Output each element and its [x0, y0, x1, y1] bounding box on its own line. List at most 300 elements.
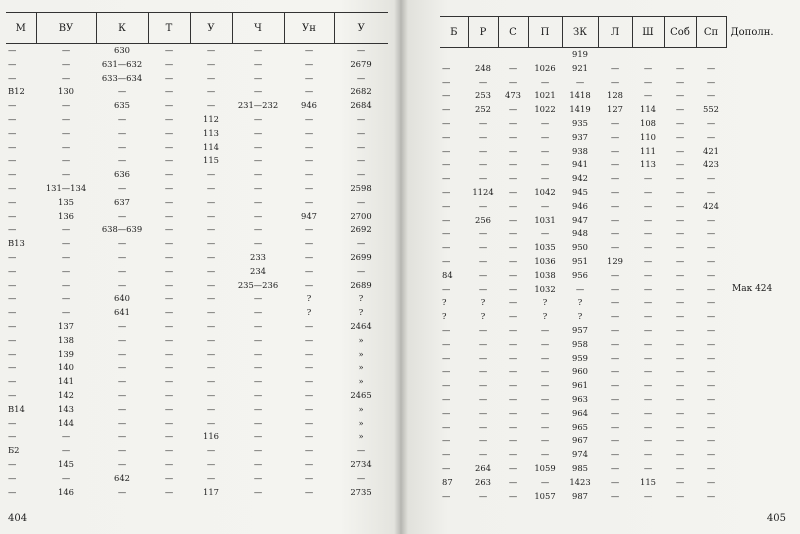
right-table-cell: 113	[640, 159, 656, 170]
left-table-cell: 641	[114, 307, 130, 318]
left-table-cell: 2699	[350, 251, 372, 262]
left-table-cell: —	[356, 45, 366, 55]
right-table-cell: —	[508, 173, 518, 184]
left-table-cell: 115	[203, 155, 219, 166]
right-table-cell: —	[610, 145, 620, 156]
left-table-cell: —	[206, 472, 216, 483]
left-table-cell: —	[164, 389, 174, 400]
left-table-row	[6, 113, 388, 127]
left-table-cell: —	[117, 362, 127, 373]
right-table-cell: 115	[640, 476, 656, 487]
left-table-cell: —	[206, 307, 216, 318]
left-table-cell: —	[61, 472, 71, 483]
right-table-cell: —	[706, 117, 716, 128]
right-table	[440, 16, 790, 503]
right-table-cell: —	[442, 352, 451, 363]
right-table-cell: —	[478, 393, 488, 404]
right-table-cell: —	[675, 159, 685, 170]
left-table-cell: —	[61, 293, 71, 304]
right-table-cell: 947	[572, 214, 588, 225]
left-table-cell: —	[304, 472, 314, 483]
right-table-cell: —	[442, 462, 451, 473]
right-table-cell: —	[610, 173, 620, 184]
left-table-cell: 143	[58, 403, 74, 414]
right-table-cell: —	[706, 324, 716, 335]
right-table-row	[440, 76, 790, 90]
left-table-cell: —	[304, 376, 314, 387]
left-table-cell: —	[164, 445, 174, 456]
left-column-header: Т	[148, 13, 190, 44]
right-table-cell: —	[675, 297, 685, 308]
left-table-cell: —	[356, 472, 366, 483]
left-table-cell: 638—639	[101, 224, 143, 235]
left-table-cell: —	[61, 251, 71, 262]
right-table-cell: —	[675, 214, 685, 225]
right-table-cell	[726, 462, 790, 476]
right-table-cell: 421	[703, 145, 719, 156]
left-table-cell: —	[356, 127, 366, 138]
right-table-cell: —	[643, 62, 653, 73]
left-table-cell: —	[253, 86, 263, 97]
left-table-cell: —	[8, 486, 17, 497]
left-table-cell: —	[61, 45, 71, 55]
right-table-cell: —	[675, 393, 685, 404]
left-table-cell: —	[8, 45, 17, 55]
left-table-cell: —	[164, 224, 174, 235]
right-table-cell	[726, 365, 790, 379]
right-table-cell: —	[508, 228, 518, 239]
right-table-cell: 1059	[534, 462, 556, 473]
right-table-cell: ?	[480, 311, 486, 322]
left-table-cell: —	[61, 431, 71, 442]
left-table-cell: —	[253, 155, 263, 166]
right-table-cell	[726, 476, 790, 490]
left-table-cell: —	[8, 155, 17, 166]
right-table-cell	[726, 227, 790, 241]
right-table-cell	[726, 407, 790, 421]
right-table-cell: —	[643, 380, 653, 391]
left-table-cell: 630	[114, 45, 130, 55]
left-table-cell: —	[164, 113, 174, 124]
right-table-cell: 948	[572, 228, 588, 239]
right-table-cell: 937	[572, 131, 588, 142]
left-table-cell: —	[253, 141, 263, 152]
right-table-row	[440, 310, 790, 324]
left-table-cell: —	[304, 72, 314, 83]
right-table-cell: —	[675, 311, 685, 322]
left-table-cell: —	[253, 224, 263, 235]
left-table-cell: —	[356, 265, 366, 276]
right-table-cell	[726, 310, 790, 324]
left-table-cell: —	[164, 265, 174, 276]
right-table-row	[440, 103, 790, 117]
right-table-cell: —	[706, 283, 716, 294]
right-table-cell: 1026	[534, 62, 556, 73]
right-table-cell: —	[508, 490, 518, 501]
left-table-cell: —	[304, 348, 314, 359]
right-table-cell: ?	[577, 297, 583, 308]
right-table-cell: —	[675, 283, 685, 294]
left-table-cell: —	[206, 265, 216, 276]
left-table-cell: —	[164, 348, 174, 359]
left-table-row	[6, 292, 388, 306]
left-table-cell: —	[304, 86, 314, 97]
right-table-cell: —	[610, 462, 620, 473]
right-table-cell: —	[575, 76, 585, 87]
left-table-cell: —	[8, 417, 17, 428]
left-table-cell: —	[8, 334, 17, 345]
right-table-cell: —	[675, 449, 685, 460]
right-table-cell: —	[675, 76, 685, 87]
left-table-cell: —	[304, 169, 314, 180]
right-table-cell	[726, 324, 790, 338]
left-table-cell: —	[253, 169, 263, 180]
right-table-cell: —	[610, 435, 620, 446]
left-table-cell: 131—134	[45, 182, 87, 193]
left-table-cell: —	[253, 210, 263, 221]
left-table-cell: —	[206, 458, 216, 469]
left-table-cell: —	[8, 389, 17, 400]
left-table-cell: —	[253, 196, 263, 207]
right-table-cell: —	[508, 449, 518, 460]
left-table-cell: —	[61, 127, 71, 138]
left-table-body	[6, 44, 388, 500]
left-table-cell: —	[253, 348, 263, 359]
left-table-cell: —	[253, 458, 263, 469]
right-table-cell: —	[675, 352, 685, 363]
right-table-cell: —	[610, 242, 620, 253]
right-table-cell: —	[478, 269, 488, 280]
right-table-cell: —	[706, 228, 716, 239]
right-table-cell: 129	[607, 255, 623, 266]
left-table-cell: —	[61, 279, 71, 290]
right-table-cell: —	[442, 380, 451, 391]
left-table-row	[6, 334, 388, 348]
right-table-cell: 957	[572, 324, 588, 335]
right-table-cell: —	[610, 366, 620, 377]
right-table-cell	[696, 48, 726, 62]
right-table-cell: 264	[475, 462, 491, 473]
right-table-cell: —	[675, 476, 685, 487]
right-table-cell: —	[643, 462, 653, 473]
right-table-cell: —	[508, 324, 518, 335]
right-table-cell	[726, 186, 790, 200]
right-table-cell	[726, 255, 790, 269]
left-table-row	[6, 237, 388, 251]
right-table-cell: —	[706, 269, 716, 280]
right-table-cell: —	[442, 490, 451, 501]
right-table-cell: —	[442, 76, 451, 87]
right-table-cell: —	[508, 421, 518, 432]
left-table-cell: 144	[58, 417, 74, 428]
right-table-row	[440, 296, 790, 310]
right-table-cell: —	[508, 366, 518, 377]
left-table-cell: —	[253, 320, 263, 331]
left-table-cell: 112	[203, 113, 219, 124]
right-table-cell: —	[706, 186, 716, 197]
left-table-cell: 635	[114, 100, 130, 111]
right-table-cell	[726, 145, 790, 159]
right-table-cell: —	[540, 338, 550, 349]
right-table-cell: 946	[572, 200, 588, 211]
right-table-cell: —	[478, 490, 488, 501]
right-table-cell: —	[442, 117, 451, 128]
left-table-cell: —	[61, 100, 71, 111]
right-table-cell: 987	[572, 490, 588, 501]
right-table-cell: —	[643, 173, 653, 184]
left-table-row	[6, 127, 388, 141]
right-table-cell: —	[643, 311, 653, 322]
left-table-cell: —	[117, 348, 127, 359]
left-table-cell: 2464	[350, 320, 372, 331]
left-table-cell: Б2	[8, 445, 20, 456]
left-table-cell: —	[117, 458, 127, 469]
right-table-cell: —	[478, 255, 488, 266]
left-table-cell: —	[164, 155, 174, 166]
right-table-cell: —	[478, 228, 488, 239]
right-table-cell: —	[675, 324, 685, 335]
left-table-cell: 135	[58, 196, 74, 207]
left-table-cell: 2735	[350, 486, 372, 497]
right-table-cell: —	[643, 186, 653, 197]
right-table-cell	[726, 214, 790, 228]
left-table-cell: 142	[58, 389, 74, 400]
left-table-cell: 116	[203, 431, 219, 442]
right-table-cell: 1423	[569, 476, 591, 487]
right-table-cell: —	[610, 76, 620, 87]
right-table-cell: —	[442, 393, 451, 404]
left-table-cell: —	[8, 307, 17, 318]
left-table-cell: —	[8, 265, 17, 276]
left-table-cell: B14	[8, 403, 25, 414]
right-table-cell: —	[706, 255, 716, 266]
right-table-cell: —	[442, 62, 451, 73]
right-table-row	[440, 421, 790, 435]
left-table-cell: —	[164, 238, 174, 249]
right-table-cell: —	[508, 242, 518, 253]
right-table-cell: —	[442, 186, 451, 197]
left-table-cell: —	[206, 210, 216, 221]
right-table-cell: —	[706, 490, 716, 501]
left-table-cell: —	[61, 72, 71, 83]
right-table-cell: —	[478, 421, 488, 432]
right-table-cell: 252	[475, 104, 491, 115]
right-table-cell: —	[675, 338, 685, 349]
left-table-cell: »	[358, 417, 364, 428]
right-table-cell: ?	[442, 297, 447, 308]
left-column-header: Ч	[232, 13, 284, 44]
left-table-cell: —	[206, 196, 216, 207]
right-table-header	[440, 17, 790, 48]
left-table-row	[6, 85, 388, 99]
left-table-cell: —	[61, 238, 71, 249]
left-table-cell: —	[8, 458, 17, 469]
right-table-cell: —	[610, 421, 620, 432]
right-table-cell: —	[478, 159, 488, 170]
left-table-cell: —	[61, 224, 71, 235]
right-table-cell: 945	[572, 186, 588, 197]
left-table-cell: 2684	[350, 100, 372, 111]
left-table-cell: —	[253, 389, 263, 400]
right-table-cell: 248	[475, 62, 491, 73]
right-table-cell: —	[675, 435, 685, 446]
left-table-cell: —	[253, 486, 263, 497]
left-table-cell: —	[164, 307, 174, 318]
left-table-cell: —	[206, 417, 216, 428]
right-table-row	[440, 324, 790, 338]
right-table-cell	[726, 117, 790, 131]
left-table-cell: —	[356, 72, 366, 83]
right-table-cell: —	[540, 131, 550, 142]
left-table-cell: —	[206, 58, 216, 69]
left-table-cell: 140	[58, 362, 74, 373]
right-table-cell	[726, 338, 790, 352]
left-table-cell: —	[304, 238, 314, 249]
right-table-row	[440, 269, 790, 283]
left-table-cell: —	[8, 169, 17, 180]
right-table-row	[440, 214, 790, 228]
right-table-cell: —	[508, 269, 518, 280]
right-table-cell: —	[643, 407, 653, 418]
right-table-cell: —	[643, 393, 653, 404]
right-table-cell: —	[675, 186, 685, 197]
right-table-cell: —	[643, 435, 653, 446]
left-table-cell: 642	[114, 472, 130, 483]
left-table-cell: —	[8, 100, 17, 111]
left-table-cell: —	[164, 458, 174, 469]
right-table-cell: —	[643, 214, 653, 225]
right-table-cell: —	[706, 407, 716, 418]
right-table-cell: 87	[442, 476, 453, 487]
right-table-cell: —	[442, 366, 451, 377]
left-table-cell: —	[206, 251, 216, 262]
right-table-cell: —	[706, 449, 716, 460]
right-table-cell: 1038	[534, 269, 556, 280]
left-table-cell: 113	[203, 127, 219, 138]
right-table-cell: —	[675, 200, 685, 211]
right-table-row	[440, 117, 790, 131]
right-table-cell: 938	[572, 145, 588, 156]
left-table-cell: —	[117, 251, 127, 262]
left-table-cell: —	[8, 224, 17, 235]
right-table-cell: —	[706, 311, 716, 322]
left-table-cell: —	[61, 445, 71, 456]
right-table-cell: —	[675, 380, 685, 391]
left-table-row	[6, 320, 388, 334]
right-table-row	[440, 200, 790, 214]
right-table-cell: —	[610, 449, 620, 460]
left-table-cell: 2692	[350, 224, 372, 235]
left-table-cell: —	[117, 403, 127, 414]
right-table-body	[440, 48, 790, 504]
right-table-cell: —	[508, 104, 518, 115]
right-table-cell: 919	[572, 49, 588, 59]
left-table-cell: —	[164, 182, 174, 193]
right-table-cell	[726, 379, 790, 393]
left-column-header: К	[96, 13, 148, 44]
right-table-cell: 960	[572, 366, 588, 377]
right-table-cell	[726, 448, 790, 462]
right-table-cell: 424	[703, 200, 719, 211]
right-table-cell	[726, 393, 790, 407]
right-table-cell: —	[706, 435, 716, 446]
left-table-cell: 2689	[350, 279, 372, 290]
left-table-cell: —	[253, 431, 263, 442]
right-table-cell: ?	[542, 297, 548, 308]
left-table-cell: 235—236	[237, 279, 279, 290]
left-table-cell: —	[117, 182, 127, 193]
right-table-cell: —	[706, 393, 716, 404]
right-table-cell: —	[508, 283, 518, 294]
right-table-cell: —	[540, 407, 550, 418]
right-column-header: Сп	[696, 17, 726, 48]
right-table-cell: —	[610, 228, 620, 239]
left-table-cell: —	[253, 307, 263, 318]
right-table-row	[440, 490, 790, 504]
right-table-cell: 935	[572, 117, 588, 128]
right-table-row	[440, 89, 790, 103]
left-table-cell: —	[164, 486, 174, 497]
right-table-row	[440, 48, 790, 62]
right-table-cell: —	[706, 90, 716, 101]
right-table-cell: —	[706, 380, 716, 391]
right-table-cell: —	[706, 352, 716, 363]
left-table-cell: 2682	[350, 86, 372, 97]
right-table-cell	[726, 352, 790, 366]
right-table-cell: —	[706, 62, 716, 73]
right-table-cell: —	[675, 145, 685, 156]
left-table-cell: —	[253, 58, 263, 69]
right-table-cell	[726, 241, 790, 255]
left-table-cell: —	[164, 417, 174, 428]
right-table-cell: —	[675, 228, 685, 239]
left-table-cell: —	[253, 182, 263, 193]
right-table-cell: —	[478, 145, 488, 156]
right-table-cell: —	[675, 269, 685, 280]
left-table-cell: —	[164, 362, 174, 373]
right-table-cell: —	[508, 393, 518, 404]
right-table-cell: 552	[703, 104, 719, 115]
right-table-cell: —	[478, 366, 488, 377]
left-table-row	[6, 348, 388, 362]
right-table-cell: —	[442, 228, 451, 239]
right-table-cell: —	[508, 297, 518, 308]
left-table-cell: —	[206, 445, 216, 456]
left-table-cell: —	[117, 141, 127, 152]
left-table-cell: —	[253, 417, 263, 428]
right-table-cell: 958	[572, 338, 588, 349]
right-table-cell: —	[575, 283, 585, 294]
left-table-cell: —	[206, 169, 216, 180]
left-table-cell: 130	[58, 86, 74, 97]
left-table-cell: 146	[58, 486, 74, 497]
right-column-header: ЗК	[562, 17, 598, 48]
left-table-cell: »	[358, 362, 364, 373]
right-column-header: Б	[440, 17, 468, 48]
left-table-cell: 637	[114, 196, 130, 207]
right-table-cell: —	[442, 407, 451, 418]
left-table-cell: —	[304, 45, 314, 55]
left-table-cell: —	[61, 155, 71, 166]
left-table-row	[6, 72, 388, 86]
left-table-cell: —	[164, 196, 174, 207]
right-table-cell: ?	[542, 311, 548, 322]
right-table-cell: —	[675, 407, 685, 418]
right-table-cell: 256	[475, 214, 491, 225]
left-table-cell: 631—632	[101, 58, 143, 69]
right-table-cell: 942	[572, 173, 588, 184]
right-table-cell: —	[508, 380, 518, 391]
